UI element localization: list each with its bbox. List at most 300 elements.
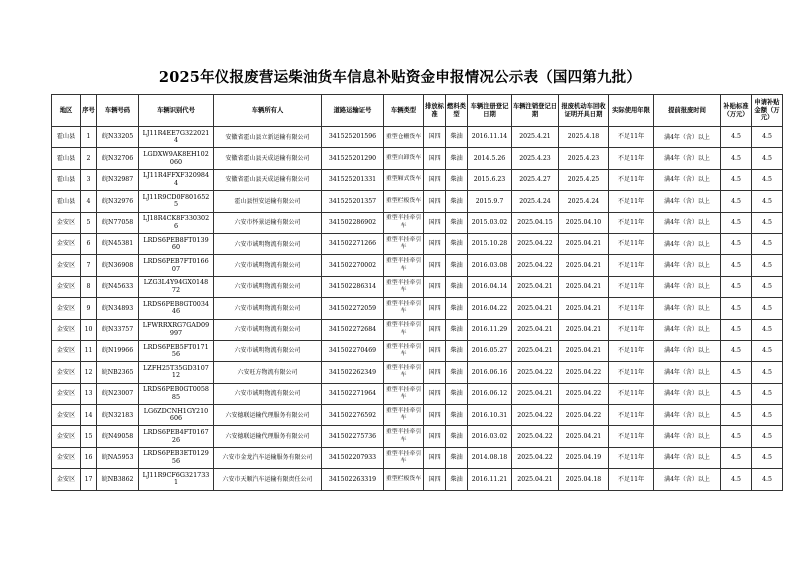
cell-cancel-date: 2025.4.21: [512, 127, 559, 148]
cell-service-years: 不足11年: [609, 212, 654, 233]
cell-region: 金安区: [52, 255, 81, 276]
cell-cancel-date: 2025.04.21: [512, 383, 559, 404]
cell-emission-standard: 国四: [424, 191, 446, 212]
cell-owner: 六安市诚明物流有限公司: [214, 276, 322, 297]
cell-fuel-type: 柴油: [446, 255, 468, 276]
cell-service-years: 不足11年: [609, 191, 654, 212]
cell-subsidy-standard: 4.5: [721, 212, 752, 233]
cell-vin: LJ18R4CK8F3303026: [139, 212, 214, 233]
table-row: [52, 169, 783, 190]
cell-index: 7: [81, 255, 97, 276]
cell-vin: LGDXW9AK8EH102060: [139, 148, 214, 169]
cell-vehicle-type: 重型半挂牵引车: [384, 276, 424, 297]
column-header-fuel-type: 燃料类型: [446, 95, 468, 127]
cell-plate: 皖N45633: [97, 276, 139, 297]
cell-fuel-type: 柴油: [446, 298, 468, 319]
cell-plate: 皖NA5953: [97, 447, 139, 468]
cell-fuel-type: 柴油: [446, 276, 468, 297]
cell-register-date: 2016.11.14: [468, 127, 512, 148]
cell-plate: 皖N32987: [97, 169, 139, 190]
cell-recycle-certificate-date: 2025.04.21: [559, 319, 609, 340]
cell-vehicle-type: 重型仓栅货车: [384, 127, 424, 148]
cell-subsidy-standard: 4.5: [721, 319, 752, 340]
column-header-region: 地区: [52, 95, 81, 127]
cell-subsidy-amount: 4.5: [752, 362, 783, 383]
cell-transport-permit: 341502270002: [322, 255, 384, 276]
cell-service-years: 不足11年: [609, 233, 654, 254]
cell-transport-permit: 341502272684: [322, 319, 384, 340]
cell-vin: LRDS6PEB4FT016726: [139, 426, 214, 447]
cell-region: 金安区: [52, 276, 81, 297]
column-header-transport-permit: 道路运输证号: [322, 95, 384, 127]
cell-early-scrap-period: 满4年（含）以上: [654, 169, 721, 190]
cell-subsidy-standard: 4.5: [721, 383, 752, 404]
cell-early-scrap-period: 满4年（含）以上: [654, 298, 721, 319]
cell-index: 8: [81, 276, 97, 297]
cell-fuel-type: 柴油: [446, 362, 468, 383]
cell-early-scrap-period: 满4年（含）以上: [654, 191, 721, 212]
column-header-vehicle-type: 车辆类型: [384, 95, 424, 127]
cell-subsidy-standard: 4.5: [721, 127, 752, 148]
cell-subsidy-amount: 4.5: [752, 340, 783, 361]
cell-owner: 六安德联运输代理服务有限公司: [214, 426, 322, 447]
cell-recycle-certificate-date: 2025.04.21: [559, 276, 609, 297]
column-header-emission-standard: 排放标准: [424, 95, 446, 127]
column-header-vin: 车辆识别代号: [139, 95, 214, 127]
cell-vin: LG6ZDCNH1GY210606: [139, 405, 214, 426]
cell-early-scrap-period: 满4年（含）以上: [654, 212, 721, 233]
cell-fuel-type: 柴油: [446, 340, 468, 361]
cell-register-date: 2016.05.27: [468, 340, 512, 361]
cell-transport-permit: 341502272059: [322, 298, 384, 319]
cell-transport-permit: 341502275736: [322, 426, 384, 447]
cell-service-years: 不足11年: [609, 127, 654, 148]
cell-plate: 皖N32976: [97, 191, 139, 212]
cell-plate: 皖N45381: [97, 233, 139, 254]
column-header-recycle-certificate-date: 报废机动车回收证明开具日期: [559, 95, 609, 127]
cell-owner: 六安市天顺汽车运输有限责任公司: [214, 469, 322, 490]
cell-subsidy-amount: 4.5: [752, 447, 783, 468]
cell-service-years: 不足11年: [609, 255, 654, 276]
cell-subsidy-amount: 4.5: [752, 191, 783, 212]
cell-index: 1: [81, 127, 97, 148]
cell-transport-permit: 341502271266: [322, 233, 384, 254]
cell-vin: LZG3L4Y94GX014872: [139, 276, 214, 297]
cell-service-years: 不足11年: [609, 405, 654, 426]
cell-cancel-date: 2025.04.22: [512, 362, 559, 383]
cell-emission-standard: 国四: [424, 405, 446, 426]
cell-index: 15: [81, 426, 97, 447]
cell-service-years: 不足11年: [609, 340, 654, 361]
table-row: [52, 298, 783, 319]
cell-early-scrap-period: 满4年（含）以上: [654, 362, 721, 383]
cell-owner: 六安市诚明物流有限公司: [214, 383, 322, 404]
cell-plate: 皖NB3862: [97, 469, 139, 490]
cell-service-years: 不足11年: [609, 426, 654, 447]
table-row: [52, 405, 783, 426]
cell-cancel-date: 2025.04.21: [512, 340, 559, 361]
cell-index: 5: [81, 212, 97, 233]
cell-owner: 六安市诚明物流有限公司: [214, 340, 322, 361]
cell-early-scrap-period: 满4年（含）以上: [654, 426, 721, 447]
cell-subsidy-amount: 4.5: [752, 426, 783, 447]
cell-early-scrap-period: 满4年（含）以上: [654, 148, 721, 169]
cell-recycle-certificate-date: 2025.04.21: [559, 233, 609, 254]
cell-register-date: 2016.10.31: [468, 405, 512, 426]
cell-transport-permit: 341525201357: [322, 191, 384, 212]
cell-service-years: 不足11年: [609, 276, 654, 297]
table-row: [52, 469, 783, 490]
cell-region: 金安区: [52, 298, 81, 319]
cell-owner: 六安市诚明物流有限公司: [214, 233, 322, 254]
cell-subsidy-standard: 4.5: [721, 148, 752, 169]
cell-service-years: 不足11年: [609, 319, 654, 340]
cell-owner: 安徽省霍山县天成运输有限公司: [214, 169, 322, 190]
cell-register-date: 2016.06.16: [468, 362, 512, 383]
cell-vin: LRDS6PEB3ET012956: [139, 447, 214, 468]
cell-register-date: 2015.6.23: [468, 169, 512, 190]
cell-subsidy-standard: 4.5: [721, 447, 752, 468]
cell-recycle-certificate-date: 2025.04.22: [559, 362, 609, 383]
cell-subsidy-standard: 4.5: [721, 362, 752, 383]
cell-early-scrap-period: 满4年（含）以上: [654, 383, 721, 404]
cell-service-years: 不足11年: [609, 383, 654, 404]
cell-recycle-certificate-date: 2025.4.25: [559, 169, 609, 190]
cell-transport-permit: 341502286314: [322, 276, 384, 297]
column-header-service-years: 实际使用年限: [609, 95, 654, 127]
cell-early-scrap-period: 满4年（含）以上: [654, 127, 721, 148]
cell-register-date: 2016.04.14: [468, 276, 512, 297]
cell-plate: 皖N77058: [97, 212, 139, 233]
cell-recycle-certificate-date: 2025.4.24: [559, 191, 609, 212]
cell-plate: 皖N32706: [97, 148, 139, 169]
cell-subsidy-standard: 4.5: [721, 233, 752, 254]
cell-emission-standard: 国四: [424, 319, 446, 340]
cell-plate: 皖N33205: [97, 127, 139, 148]
table-row: [52, 383, 783, 404]
cell-owner: 六安市诚明物流有限公司: [214, 255, 322, 276]
cell-index: 9: [81, 298, 97, 319]
cell-owner: 六安市诚明物流有限公司: [214, 319, 322, 340]
cell-vin: LJ11R9CD0F8016525: [139, 191, 214, 212]
cell-index: 16: [81, 447, 97, 468]
cell-region: 金安区: [52, 383, 81, 404]
cell-owner: 霍山县恒安运输有限公司: [214, 191, 322, 212]
cell-transport-permit: 341502271964: [322, 383, 384, 404]
cell-cancel-date: 2025.04.21: [512, 319, 559, 340]
cell-index: 11: [81, 340, 97, 361]
cell-cancel-date: 2025.4.23: [512, 148, 559, 169]
cell-emission-standard: 国四: [424, 298, 446, 319]
cell-early-scrap-period: 满4年（含）以上: [654, 233, 721, 254]
cell-plate: 皖NB2365: [97, 362, 139, 383]
cell-cancel-date: 2025.04.22: [512, 233, 559, 254]
cell-register-date: 2016.06.12: [468, 383, 512, 404]
cell-index: 12: [81, 362, 97, 383]
table-row: [52, 233, 783, 254]
cell-register-date: 2015.9.7: [468, 191, 512, 212]
cell-early-scrap-period: 满4年（含）以上: [654, 255, 721, 276]
cell-plate: 皖N36908: [97, 255, 139, 276]
cell-index: 4: [81, 191, 97, 212]
cell-region: 霍山县: [52, 191, 81, 212]
cell-vehicle-type: 重型厢式货车: [384, 169, 424, 190]
cell-region: 金安区: [52, 233, 81, 254]
cell-register-date: 2015.10.28: [468, 233, 512, 254]
cell-service-years: 不足11年: [609, 169, 654, 190]
cell-vin: LRDS6PEB0GT005885: [139, 383, 214, 404]
cell-plate: 皖N33757: [97, 319, 139, 340]
cell-subsidy-standard: 4.5: [721, 191, 752, 212]
cell-service-years: 不足11年: [609, 298, 654, 319]
cell-cancel-date: 2025.04.21: [512, 276, 559, 297]
page-title: 2025年仪报废营运柴油货车信息补贴资金申报情况公示表（国四第九批）: [158, 69, 642, 86]
cell-subsidy-amount: 4.5: [752, 169, 783, 190]
cell-region: 霍山县: [52, 169, 81, 190]
cell-index: 17: [81, 469, 97, 490]
cell-vin: LRDS6PEB8FT013960: [139, 233, 214, 254]
cell-cancel-date: 2025.04.22: [512, 426, 559, 447]
cell-owner: 六安旺方物流有限公司: [214, 362, 322, 383]
column-header-owner: 车辆所有人: [214, 95, 322, 127]
cell-emission-standard: 国四: [424, 127, 446, 148]
cell-emission-standard: 国四: [424, 233, 446, 254]
cell-subsidy-amount: 4.5: [752, 298, 783, 319]
cell-region: 金安区: [52, 340, 81, 361]
cell-fuel-type: 柴油: [446, 127, 468, 148]
cell-owner: 六安德联运输代理服务有限公司: [214, 405, 322, 426]
cell-register-date: 2014.5.26: [468, 148, 512, 169]
column-header-register-date: 车辆注册登记日期: [468, 95, 512, 127]
cell-transport-permit: 341502207933: [322, 447, 384, 468]
cell-transport-permit: 341525201290: [322, 148, 384, 169]
cell-transport-permit: 341525201596: [322, 127, 384, 148]
cell-cancel-date: 2025.04.21: [512, 298, 559, 319]
cell-register-date: 2016.03.02: [468, 426, 512, 447]
cell-emission-standard: 国四: [424, 169, 446, 190]
cell-emission-standard: 国四: [424, 340, 446, 361]
cell-vehicle-type: 重型半挂牵引车: [384, 340, 424, 361]
cell-register-date: 2015.03.02: [468, 212, 512, 233]
cell-register-date: 2016.03.08: [468, 255, 512, 276]
cell-vehicle-type: 重型半挂牵引车: [384, 405, 424, 426]
cell-vehicle-type: 重型半挂牵引车: [384, 319, 424, 340]
table-row: [52, 212, 783, 233]
cell-subsidy-standard: 4.5: [721, 169, 752, 190]
cell-owner: 安徽省霍山县立新运输有限公司: [214, 127, 322, 148]
cell-owner: 六安市诚明物流有限公司: [214, 298, 322, 319]
cell-subsidy-standard: 4.5: [721, 255, 752, 276]
cell-region: 金安区: [52, 426, 81, 447]
cell-cancel-date: 2025.04.15: [512, 212, 559, 233]
cell-subsidy-amount: 4.5: [752, 233, 783, 254]
cell-cancel-date: 2025.04.21: [512, 469, 559, 490]
cell-subsidy-standard: 4.5: [721, 298, 752, 319]
cell-subsidy-amount: 4.5: [752, 405, 783, 426]
cell-owner: 安徽省霍山县天成运输有限公司: [214, 148, 322, 169]
cell-transport-permit: 341502262349: [322, 362, 384, 383]
table-row: [52, 319, 783, 340]
cell-owner: 六安市金龙汽车运输服务有限公司: [214, 447, 322, 468]
cell-emission-standard: 国四: [424, 212, 446, 233]
cell-service-years: 不足11年: [609, 469, 654, 490]
cell-vehicle-type: 重型半挂牵引车: [384, 362, 424, 383]
cell-fuel-type: 柴油: [446, 148, 468, 169]
column-header-plate: 车辆号码: [97, 95, 139, 127]
table-body: [52, 127, 783, 491]
cell-recycle-certificate-date: 2025.04.22: [559, 405, 609, 426]
table-row: [52, 276, 783, 297]
table-row: [52, 362, 783, 383]
column-header-index: 序号: [81, 95, 97, 127]
cell-transport-permit: 341502286902: [322, 212, 384, 233]
cell-early-scrap-period: 满4年（含）以上: [654, 276, 721, 297]
cell-region: 金安区: [52, 469, 81, 490]
cell-recycle-certificate-date: 2025.04.18: [559, 469, 609, 490]
cell-vehicle-type: 重型栏板货车: [384, 469, 424, 490]
cell-early-scrap-period: 满4年（含）以上: [654, 340, 721, 361]
cell-recycle-certificate-date: 2025.04.21: [559, 340, 609, 361]
cell-cancel-date: 2025.04.22: [512, 405, 559, 426]
cell-subsidy-amount: 4.5: [752, 127, 783, 148]
cell-service-years: 不足11年: [609, 447, 654, 468]
cell-register-date: 2016.11.21: [468, 469, 512, 490]
cell-index: 3: [81, 169, 97, 190]
cell-subsidy-amount: 4.5: [752, 148, 783, 169]
cell-owner: 六安市怀景运输有限公司: [214, 212, 322, 233]
cell-subsidy-amount: 4.5: [752, 319, 783, 340]
cell-cancel-date: 2025.04.22: [512, 447, 559, 468]
cell-region: 金安区: [52, 319, 81, 340]
table-row: [52, 255, 783, 276]
cell-vin: LJ11R9CF6G3217331: [139, 469, 214, 490]
cell-register-date: 2016.04.22: [468, 298, 512, 319]
cell-recycle-certificate-date: 2025.04.22: [559, 383, 609, 404]
cell-vin: LJ11R4EE7G3220214: [139, 127, 214, 148]
cell-recycle-certificate-date: 2025.4.23: [559, 148, 609, 169]
cell-subsidy-amount: 4.5: [752, 469, 783, 490]
cell-early-scrap-period: 满4年（含）以上: [654, 447, 721, 468]
cell-vin: LZFH25T35GD310712: [139, 362, 214, 383]
cell-vehicle-type: 重型半挂牵引车: [384, 255, 424, 276]
cell-index: 14: [81, 405, 97, 426]
cell-subsidy-amount: 4.5: [752, 276, 783, 297]
cell-subsidy-standard: 4.5: [721, 276, 752, 297]
column-header-cancel-date: 车辆注销登记日期: [512, 95, 559, 127]
cell-index: 2: [81, 148, 97, 169]
cell-recycle-certificate-date: 2025.4.18: [559, 127, 609, 148]
cell-transport-permit: 341502270469: [322, 340, 384, 361]
table-row: [52, 191, 783, 212]
cell-fuel-type: 柴油: [446, 212, 468, 233]
cell-recycle-certificate-date: 2025.04.21: [559, 298, 609, 319]
cell-vehicle-type: 重型半挂牵引车: [384, 233, 424, 254]
cell-fuel-type: 柴油: [446, 383, 468, 404]
cell-subsidy-standard: 4.5: [721, 340, 752, 361]
cell-region: 霍山县: [52, 127, 81, 148]
cell-early-scrap-period: 满4年（含）以上: [654, 469, 721, 490]
subsidy-table: [51, 94, 783, 491]
cell-vehicle-type: 重型半挂牵引车: [384, 447, 424, 468]
cell-vehicle-type: 重型半挂牵引车: [384, 426, 424, 447]
cell-plate: 皖N32183: [97, 405, 139, 426]
cell-emission-standard: 国四: [424, 362, 446, 383]
cell-vin: LRDS6PEB5FT017156: [139, 340, 214, 361]
cell-fuel-type: 柴油: [446, 233, 468, 254]
cell-plate: 皖N34893: [97, 298, 139, 319]
cell-index: 13: [81, 383, 97, 404]
table-row: [52, 340, 783, 361]
cell-transport-permit: 341502276592: [322, 405, 384, 426]
cell-vin: LRDS6PEB7FT016607: [139, 255, 214, 276]
cell-subsidy-standard: 4.5: [721, 469, 752, 490]
cell-vehicle-type: 重型半挂牵引车: [384, 383, 424, 404]
cell-recycle-certificate-date: 2025.04.21: [559, 426, 609, 447]
cell-subsidy-amount: 4.5: [752, 383, 783, 404]
cell-region: 霍山县: [52, 148, 81, 169]
cell-emission-standard: 国四: [424, 469, 446, 490]
cell-fuel-type: 柴油: [446, 447, 468, 468]
cell-region: 金安区: [52, 362, 81, 383]
cell-fuel-type: 柴油: [446, 405, 468, 426]
cell-vin: LFWRRXRG7GAD09997: [139, 319, 214, 340]
cell-fuel-type: 柴油: [446, 469, 468, 490]
cell-cancel-date: 2025.4.27: [512, 169, 559, 190]
cell-region: 金安区: [52, 405, 81, 426]
cell-fuel-type: 柴油: [446, 191, 468, 212]
table-row: [52, 148, 783, 169]
cell-register-date: 2014.08.18: [468, 447, 512, 468]
cell-transport-permit: 341525201331: [322, 169, 384, 190]
cell-vehicle-type: 重型自卸货车: [384, 148, 424, 169]
cell-emission-standard: 国四: [424, 255, 446, 276]
cell-fuel-type: 柴油: [446, 319, 468, 340]
cell-recycle-certificate-date: 2025.04.10: [559, 212, 609, 233]
cell-transport-permit: 341502263319: [322, 469, 384, 490]
cell-index: 6: [81, 233, 97, 254]
cell-early-scrap-period: 满4年（含）以上: [654, 405, 721, 426]
cell-emission-standard: 国四: [424, 148, 446, 169]
cell-emission-standard: 国四: [424, 276, 446, 297]
cell-cancel-date: 2025.4.24: [512, 191, 559, 212]
cell-service-years: 不足11年: [609, 148, 654, 169]
column-header-early-scrap-period: 提前报废时间: [654, 95, 721, 127]
table-row: [52, 426, 783, 447]
cell-index: 10: [81, 319, 97, 340]
cell-subsidy-amount: 4.5: [752, 212, 783, 233]
cell-vehicle-type: 重型半挂牵引车: [384, 298, 424, 319]
table-row: [52, 447, 783, 468]
cell-plate: 皖N49058: [97, 426, 139, 447]
cell-vehicle-type: 重型栏板货车: [384, 191, 424, 212]
cell-fuel-type: 柴油: [446, 426, 468, 447]
cell-region: 金安区: [52, 447, 81, 468]
cell-plate: 皖N23007: [97, 383, 139, 404]
table-row: [52, 127, 783, 148]
cell-subsidy-standard: 4.5: [721, 405, 752, 426]
cell-emission-standard: 国四: [424, 447, 446, 468]
cell-recycle-certificate-date: 2025.04.19: [559, 447, 609, 468]
column-header-subsidy-standard: 补贴标准（万元）: [721, 95, 752, 127]
cell-vehicle-type: 重型半挂牵引车: [384, 212, 424, 233]
cell-fuel-type: 柴油: [446, 169, 468, 190]
cell-service-years: 不足11年: [609, 362, 654, 383]
cell-plate: 皖N19966: [97, 340, 139, 361]
cell-vin: LRDS6PEB8GT003446: [139, 298, 214, 319]
cell-region: 金安区: [52, 212, 81, 233]
cell-subsidy-standard: 4.5: [721, 426, 752, 447]
cell-emission-standard: 国四: [424, 383, 446, 404]
